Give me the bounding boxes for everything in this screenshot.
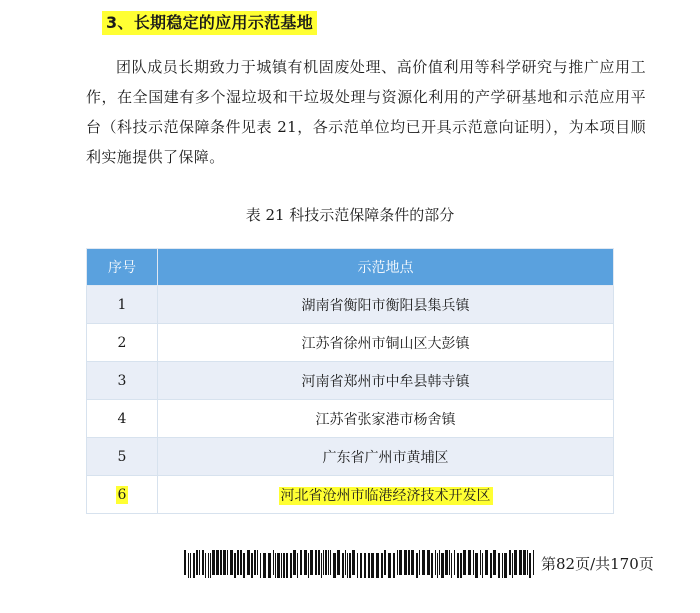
- table-row-highlighted: [87, 476, 614, 514]
- row-site: 江苏省徐州市铜山区大彭镇: [158, 324, 614, 362]
- row-site: [158, 476, 614, 514]
- table-header-row: [87, 249, 614, 286]
- table-row: [87, 286, 614, 324]
- barcode-image: [184, 550, 534, 578]
- row-number: 3: [87, 362, 158, 400]
- table-row: [87, 324, 614, 362]
- row-number: 1: [87, 286, 158, 324]
- row-site: 江苏省张家港市杨舍镇: [158, 400, 614, 438]
- column-header-number: 序号: [87, 249, 158, 286]
- highlighted-number: 6: [117, 486, 127, 503]
- row-number: [87, 476, 158, 514]
- section-heading: 3、长期稳定的应用示范基地: [102, 11, 317, 35]
- table-caption: 表 21 科技示范保障条件的部分: [245, 206, 455, 224]
- row-site: 湖南省衡阳市衡阳县集兵镇: [158, 286, 614, 324]
- table-row: [87, 362, 614, 400]
- row-number: 4: [87, 400, 158, 438]
- page-number: 第82页/共170页: [541, 555, 654, 573]
- row-number: 2: [87, 324, 158, 362]
- table-row: [87, 438, 614, 476]
- row-number: 5: [87, 438, 158, 476]
- row-site: 广东省广州市黄埔区: [158, 438, 614, 476]
- table-row: [87, 400, 614, 438]
- column-header-site: 示范地点: [158, 249, 614, 286]
- body-paragraph: 团队成员长期致力于城镇有机固废处理、高价值利用等科学研究与推广应用工作，在全国建有多个湿垃圾和干垃圾处理与资源化利用的产学研基地和示范应用平台（科技示范保障条件见表 21，各示范单位均已开具示范意向证明），为本项目顺利实施提供了保障。: [86, 58, 646, 166]
- highlighted-site: 河北省沧州市临港经济技术开发区: [280, 487, 491, 504]
- demonstration-sites-table: [86, 248, 614, 514]
- row-site: 河南省郑州市中牟县韩寺镇: [158, 362, 614, 400]
